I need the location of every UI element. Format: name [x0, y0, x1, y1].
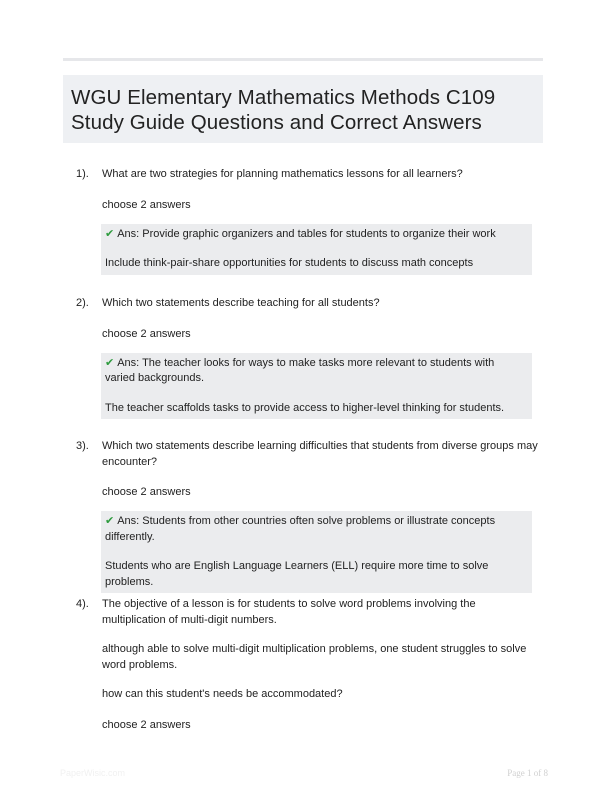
title-line-2: Study Guide Questions and Correct Answers	[71, 111, 482, 134]
answer-text: The teacher scaffolds tasks to provide access to higher-level thinking for students.	[105, 401, 505, 414]
question-paragraph: although able to solve multi-digit multiplication problems, one student struggles to solve word problems.	[102, 643, 527, 671]
choose-instruction: choose 2 answers	[102, 718, 191, 731]
correct-answer	[105, 227, 526, 243]
footer-watermark: PaperWisic.com	[60, 768, 126, 778]
answer-text: Students who are English Language Learners (ELL) require more time to solve problems.	[105, 560, 489, 588]
question-number: 3).	[76, 440, 89, 452]
answer-text: Ans: Provide graphic organizers and tables for students to organize their work	[117, 227, 496, 240]
choose-instruction: choose 2 answers	[102, 327, 191, 340]
question-4	[63, 597, 543, 733]
question-paragraph: how can this student's needs be accommodated?	[102, 688, 343, 700]
question-text: The objective of a lesson is for students to solve word problems involving the multiplication of multi-digit numbers.	[102, 598, 476, 626]
answer-box	[101, 224, 532, 275]
document-title-box	[63, 75, 543, 143]
correct-answer	[105, 514, 526, 545]
question-text: Which two statements describe teaching for all students?	[102, 297, 380, 309]
question-text: Which two statements describe learning difficulties that students from diverse groups may encounter?	[102, 440, 538, 468]
title-line-1: WGU Elementary Mathematics Methods C109	[71, 86, 496, 109]
top-divider	[63, 58, 543, 61]
question-number: 2).	[76, 297, 89, 309]
answer-box	[101, 353, 532, 420]
question-2	[63, 296, 543, 419]
correct-answer	[105, 356, 526, 387]
question-number: 4).	[76, 598, 89, 610]
answer-box	[101, 511, 532, 593]
choose-instruction: choose 2 answers	[102, 486, 191, 498]
answer-text: Ans: Students from other countries often solve problems or illustrate concepts differently.	[105, 515, 496, 543]
checkmark-icon: ✔	[105, 227, 115, 240]
checkmark-icon: ✔	[105, 356, 115, 369]
page-number: Page 1 of 8	[507, 768, 548, 778]
question-text: What are two strategies for planning mathematics lessons for all learners?	[102, 168, 463, 180]
question-1	[63, 167, 543, 275]
checkmark-icon: ✔	[105, 515, 115, 527]
answer-text: Ans: The teacher looks for ways to make tasks more relevant to students with varied backgrounds.	[105, 356, 495, 384]
question-number: 1).	[76, 168, 89, 180]
document-title	[71, 85, 543, 135]
choose-instruction: choose 2 answers	[102, 198, 191, 211]
question-3	[63, 439, 543, 593]
answer-text: Include think-pair-share opportunities for students to discuss math concepts	[105, 257, 474, 269]
